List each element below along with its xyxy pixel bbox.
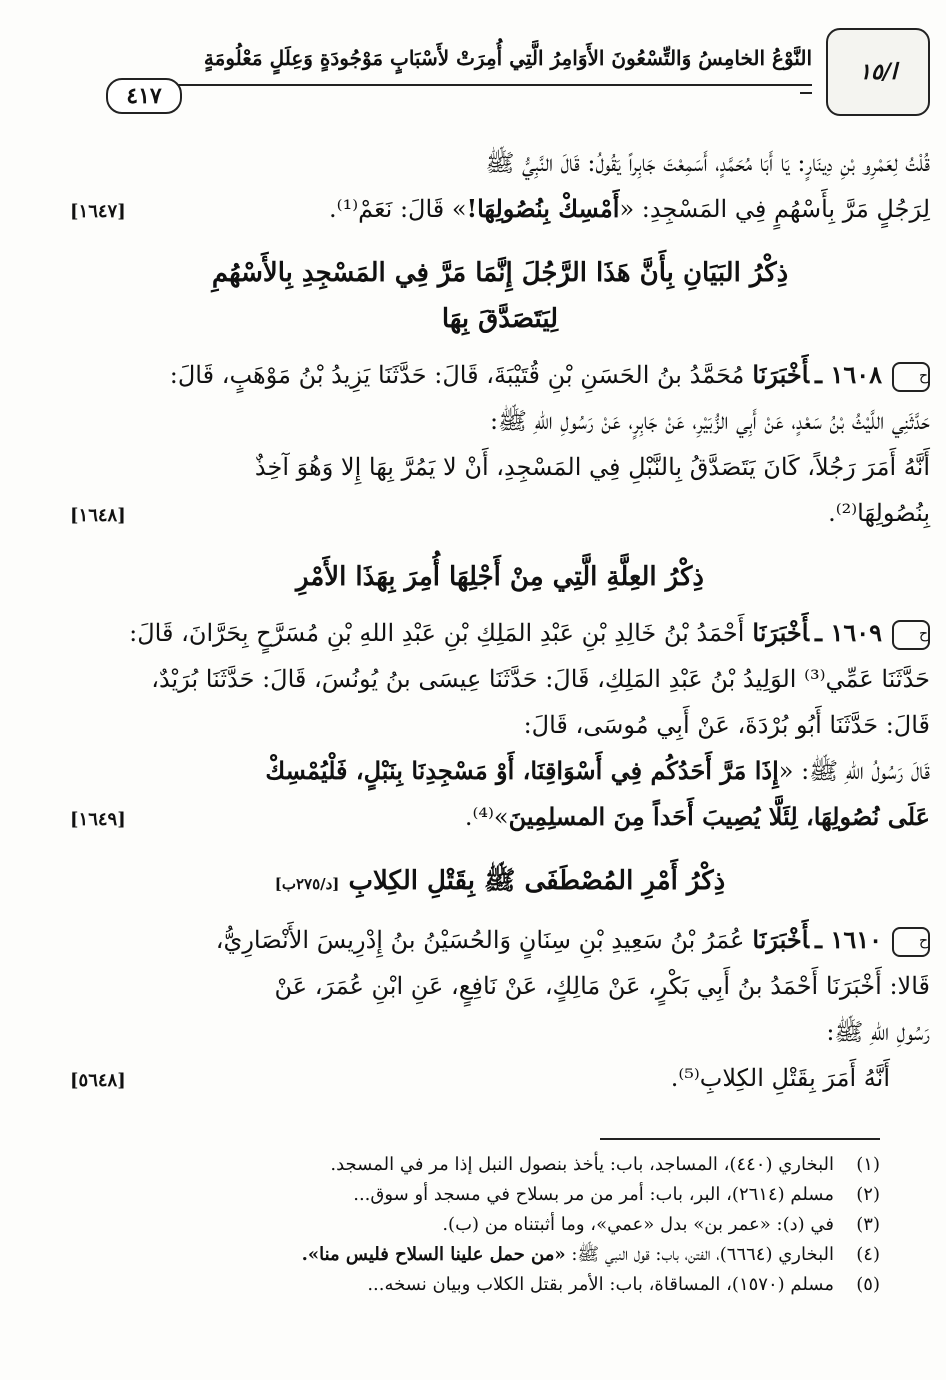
text-span: أَحْمَدُ بْنُ خَالِدِ بْنِ عَبْدِ المَلِكِ بْنِ عَبْدِ اللهِ بْنِ مُسَرَّحٍ بِحَرَّانَ، قَالَ: — [129, 619, 745, 647]
footnote — [70, 1150, 880, 1180]
text-line-with-ref — [70, 186, 930, 232]
footnote-quote: «من حمل علينا السلاح فليس منا». — [301, 1244, 566, 1265]
text-line: بِنُصُولِهَا⁽²⁾. — [828, 499, 930, 527]
heading-line: ذِكْرُ العِلَّةِ الَّتِي مِنْ أَجْلِهَا أُمِرَ بِهَذَا الأَمْرِ — [295, 562, 704, 592]
prophetic-quote: إِذَا مَرَّ أَحَدُكُم فِي أَسْوَاقِنَا، أَوْ مَسْجِدِنَا بِنَبْلٍ، فَلْيُمْسِكْ — [265, 756, 779, 785]
footnote-text: البخاري (٦٦٦٤)، الفتن، باب: قول النبي ﷺ: — [565, 1244, 834, 1265]
footnote — [70, 1180, 880, 1210]
header-rule-short — [800, 92, 812, 94]
text-line-with-ref — [70, 794, 930, 840]
puzzle-label: ا/١٥ — [859, 59, 897, 85]
prophetic-quote: أَمْسِكْ بِنُصُولِهَا! — [466, 194, 620, 223]
hadith-isnad-line — [70, 610, 930, 656]
text-line: حَدَّثَنِي اللَّيْثُ بْنُ سَعْدٍ، عَنْ أَبِي الزُّبَيْرِ، عَنْ جَابِرٍ، عَنْ رَسُولِ اللهِ ﷺ: — [489, 407, 930, 435]
text-line — [465, 794, 930, 840]
section-heading — [70, 858, 930, 907]
footnote — [70, 1210, 880, 1240]
text-line: قُلْتُ لِعَمْرِو بْنِ دِينَارٍ: يَا أَبَا مُحَمَّدٍ، أَسَمِعْتَ جَابِراً يَقُولُ: قَالَ النَّبِيُّ ﷺ — [485, 149, 930, 177]
akhbarana-word: أَخْبَرَنَا — [752, 618, 810, 647]
footnote-text: مسلم (١٥٧٠)، المساقاة، باب: الأمر بقتل الكلاب وبيان نسخه... — [367, 1274, 834, 1295]
hadith-marker-icon: ح — [892, 620, 930, 650]
puzzle-piece-icon — [826, 28, 930, 116]
text-line: حَدَّثَنَا عَمِّي⁽³⁾ الوَلِيدُ بْنُ عَبْدِ المَلِكِ، قَالَ: حَدَّثَنَا عِيسَى بنُ يُونُسَ، قَالَ: حَدَّثَنَا بُرَيْدٌ، — [151, 665, 930, 693]
heading-line: ذِكْرُ البَيَانِ بِأَنَّ هَذَا الرَّجُلَ إِنَّمَا مَرَّ فِي المَسْجِدِ بِالأَسْهُمِ — [211, 258, 789, 288]
footnote-text: البخاري (٤٤٠)، المساجد، باب: يأخذ بنصول النبل إذا مر في المسجد. — [330, 1154, 834, 1175]
footnote-number: (٢) — [856, 1184, 880, 1205]
footnote-number: (٥) — [856, 1274, 880, 1295]
footnotes — [70, 1150, 880, 1300]
text-span: لِرَجُلٍ مَرَّ بِأَسْهُمٍ فِي المَسْجِدِ: « — [619, 195, 930, 223]
text-line: أَنَّهُ أَمَرَ رَجُلاً، كَانَ يَتَصَدَّقُ بِالنَّبْلِ فِي المَسْجِدِ، أَنْ لا يَمُرَّ بِهَا إِلا وَهُوَ آخِذٌ — [254, 453, 930, 481]
footnote-number: (٣) — [856, 1214, 880, 1235]
akhbarana-word: أَخْبَرَنَا — [752, 360, 810, 389]
text-line-with-ref — [70, 1055, 930, 1101]
footnote-separator — [600, 1138, 880, 1140]
text-span: عُمَرُ بْنُ سَعِيدِ بْنِ سِنَانٍ وَالحُسَيْنُ بنُ إِدْرِيسَ الأَنْصَارِيُّ، — [215, 926, 745, 954]
footnote — [70, 1240, 880, 1270]
text-line — [70, 748, 930, 794]
footnote-text: مسلم (٢٦١٤)، البر، باب: أمر من مر بسلاح في مسجد أو سوق... — [353, 1184, 834, 1205]
text-span: » قَالَ: نَعَمْ⁽¹⁾. — [329, 195, 467, 223]
hadith-marker-icon: ح — [892, 362, 930, 392]
page-header — [70, 28, 930, 128]
text-line — [329, 186, 930, 232]
text-span: مُحَمَّدُ بنُ الحَسَنِ بْنِ قُتَيْبَةَ، قَالَ: حَدَّثَنَا يَزِيدُ بْنُ مَوْهَبٍ، قَالَ: — [169, 361, 745, 389]
text-span: »⁽⁴⁾. — [464, 803, 509, 831]
page-body — [70, 140, 930, 1101]
hadith-number: ١٦٠٩ ـ — [815, 618, 882, 647]
text-line: قَالَ: حَدَّثَنَا أَبُو بُرْدَةَ، عَنْ أَبِي مُوسَى، قَالَ: — [523, 711, 930, 739]
section-heading — [70, 554, 930, 600]
hadith-reference: [١٦٤٨] — [70, 505, 126, 526]
page-number: ٤١٧ — [106, 78, 182, 114]
text-line: أَنَّهُ أَمَرَ بِقَتْلِ الكِلابِ⁽⁵⁾. — [670, 1064, 890, 1092]
text-span: قَالَ رَسُولُ اللهِ ﷺ: « — [778, 757, 930, 785]
manuscript-reference: [د/٢٧٥ب] — [274, 875, 340, 893]
hadith-isnad-line — [70, 352, 930, 398]
hadith-number: ١٦١٠ ـ — [815, 925, 882, 954]
text-line: رَسُولِ اللهِ ﷺ: — [826, 1018, 930, 1046]
footnote-text: في (د): «عمر بن» بدل «عمي»، وما أثبتناه من (ب). — [442, 1214, 834, 1235]
footnote — [70, 1270, 880, 1300]
header-rule — [165, 84, 812, 86]
text-line-with-ref — [70, 490, 930, 536]
text-line: قَالا: أَخْبَرَنَا أَحْمَدُ بنُ أَبِي بَكْرٍ، عَنْ مَالِكٍ، عَنْ نَافِعٍ، عَنِ ابْنِ عُمَرَ، عَنْ — [274, 972, 930, 1000]
footnote-number: (٤) — [856, 1244, 880, 1265]
hadith-marker-icon: ح — [892, 927, 930, 957]
heading-line: لِيَتَصَدَّقَ بِهَا — [441, 304, 559, 334]
footnote-number: (١) — [856, 1154, 880, 1175]
hadith-number: ١٦٠٨ ـ — [815, 360, 882, 389]
hadith-reference: [٥٦٤٨] — [70, 1070, 126, 1091]
akhbarana-word: أَخْبَرَنَا — [752, 925, 810, 954]
running-title: النَّوْعُ الخامِسُ وَالتِّسْعُونَ الأَوَامِرُ الَّتِي أُمِرَتْ لأَسْبَابٍ مَوْجُودَةٍ وَعِلَلٍ مَعْلُومَةٍ — [203, 46, 812, 70]
section-heading — [70, 250, 930, 342]
hadith-isnad-line — [70, 917, 930, 963]
prophetic-quote: عَلَى نُصُولِهَا، لِئَلَّا يُصِيبَ أَحَداً مِنَ المسلِمِينَ — [508, 802, 930, 831]
hadith-reference: [١٦٤٧] — [70, 201, 126, 222]
hadith-reference: [١٦٤٩] — [70, 809, 126, 830]
heading-line: ذِكْرُ أَمْرِ المُصْطَفَى ﷺ بِقَتْلِ الكِلابِ — [348, 866, 726, 896]
